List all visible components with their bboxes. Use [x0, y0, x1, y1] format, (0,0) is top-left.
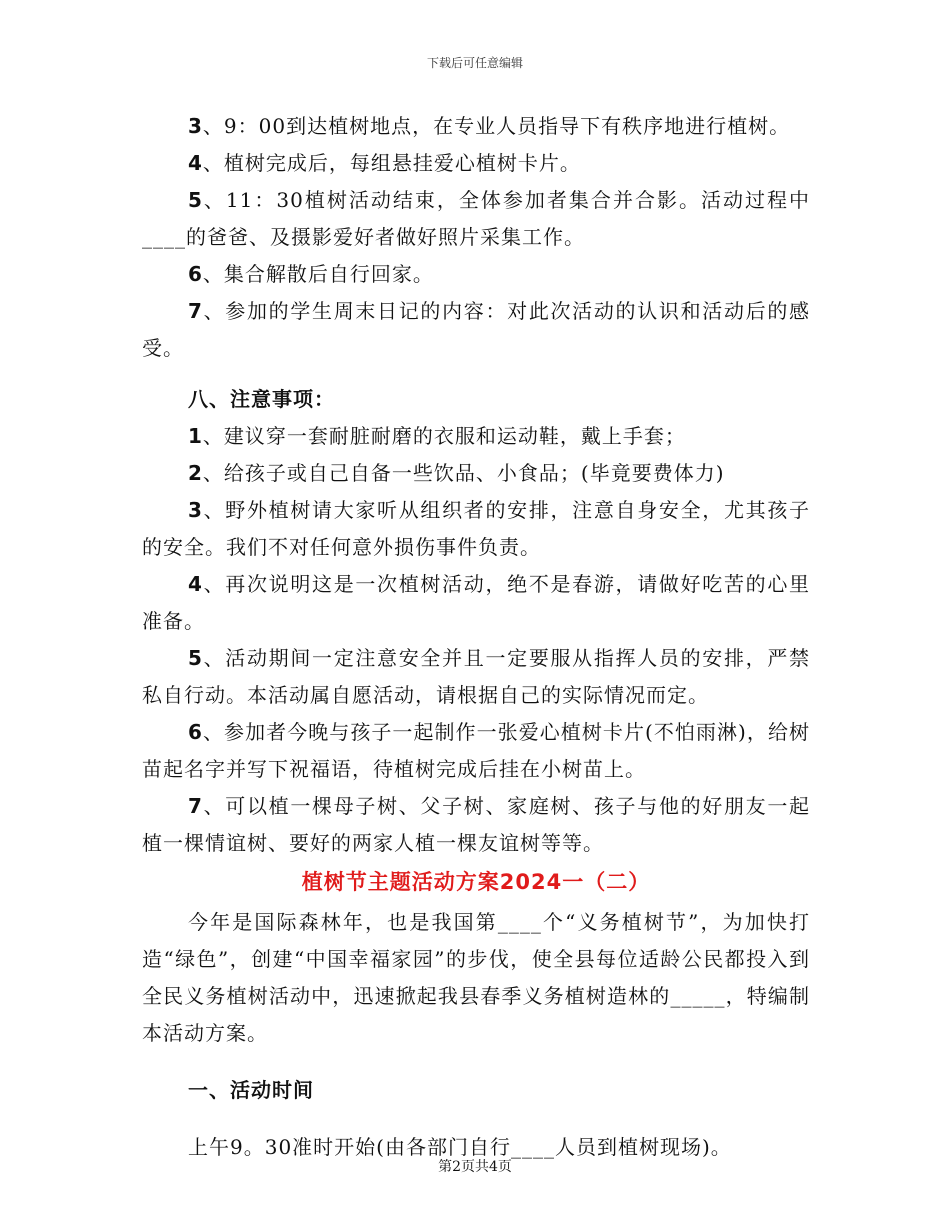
list-item [142, 182, 810, 256]
list-item [142, 108, 810, 145]
list-item [142, 566, 810, 640]
item-number: 6 [188, 262, 203, 286]
notice-heading: 八、注意事项： [188, 387, 335, 411]
item-text: 、集合解散后自行回家。 [202, 262, 434, 286]
item-text: 、9：00到达植树地点，在专业人员指导下有秩序地进行植树。 [202, 114, 791, 138]
intro-paragraph: 今年是国际森林年，也是我国第____个“义务植树节”，为加快打造“绿色”，创建“中国幸福家园”的步伐，使全县每位适龄公民都投入到全民义务植树活动中，迅速掀起我县春季义务植树造林的_____，特编制本活动方案。 [142, 910, 810, 1045]
item-text: 、再次说明这是一次植树活动，绝不是春游，请做好吃苦的心里准备。 [142, 572, 810, 633]
item-text: 、11：30植树活动结束，全体参加者集合并合影。活动过程中____的爸爸、及摄影爱好者做好照片采集工作。 [142, 188, 810, 249]
item-text: 、给孩子或自己自备一些饮品、小食品；(毕竟要费体力) [202, 461, 725, 485]
item-number: 6 [188, 720, 203, 744]
item-number: 2 [188, 461, 203, 485]
list-item [142, 145, 810, 182]
item-number: 4 [188, 572, 203, 596]
document-body [142, 108, 810, 1166]
item-text: 、野外植树请大家听从组织者的安排，注意自身安全，尤其孩子的安全。我们不对任何意外损伤事件负责。 [142, 498, 810, 559]
time-heading: 一、活动时间 [188, 1078, 314, 1102]
item-number: 3 [188, 114, 203, 138]
item-text: 、建议穿一套耐脏耐磨的衣服和运动鞋，戴上手套； [202, 424, 686, 448]
item-number: 1 [188, 424, 203, 448]
list-item [142, 256, 810, 293]
item-number: 5 [188, 646, 203, 670]
list-item [142, 455, 810, 492]
list-item [142, 293, 810, 367]
list-item [142, 714, 810, 788]
item-number: 3 [188, 498, 203, 522]
list-item [142, 640, 810, 714]
item-number: 5 [188, 188, 203, 212]
list-item [142, 788, 810, 862]
list-item [142, 492, 810, 566]
section-title: 植树节主题活动方案2024一（二） [301, 870, 651, 894]
header-note: 下载后可任意编辑 [426, 56, 523, 70]
item-number: 7 [188, 794, 203, 818]
item-text: 、参加者今晚与孩子一起制作一张爱心植树卡片(不怕雨淋)，给树苗起名字并写下祝福语，待植树完成后挂在小树苗上。 [142, 720, 810, 781]
item-text: 、活动期间一定注意安全并且一定要服从指挥人员的安排，严禁私自行动。本活动属自愿活动，请根据自己的实际情况而定。 [142, 646, 810, 707]
item-number: 7 [188, 299, 203, 323]
time-paragraph: 上午9。30准时开始(由各部门自行____人员到植树现场)。 [188, 1135, 732, 1159]
item-text: 、参加的学生周末日记的内容：对此次活动的认识和活动后的感受。 [142, 299, 810, 360]
list-item [142, 418, 810, 455]
item-text: 、植树完成后，每组悬挂爱心植树卡片。 [202, 151, 581, 175]
page-footer: 第2页共4页 [438, 1159, 512, 1175]
item-number: 4 [188, 151, 203, 175]
item-text: 、可以植一棵母子树、父子树、家庭树、孩子与他的好朋友一起植一棵情谊树、要好的两家人植一棵友谊树等等。 [142, 794, 810, 855]
